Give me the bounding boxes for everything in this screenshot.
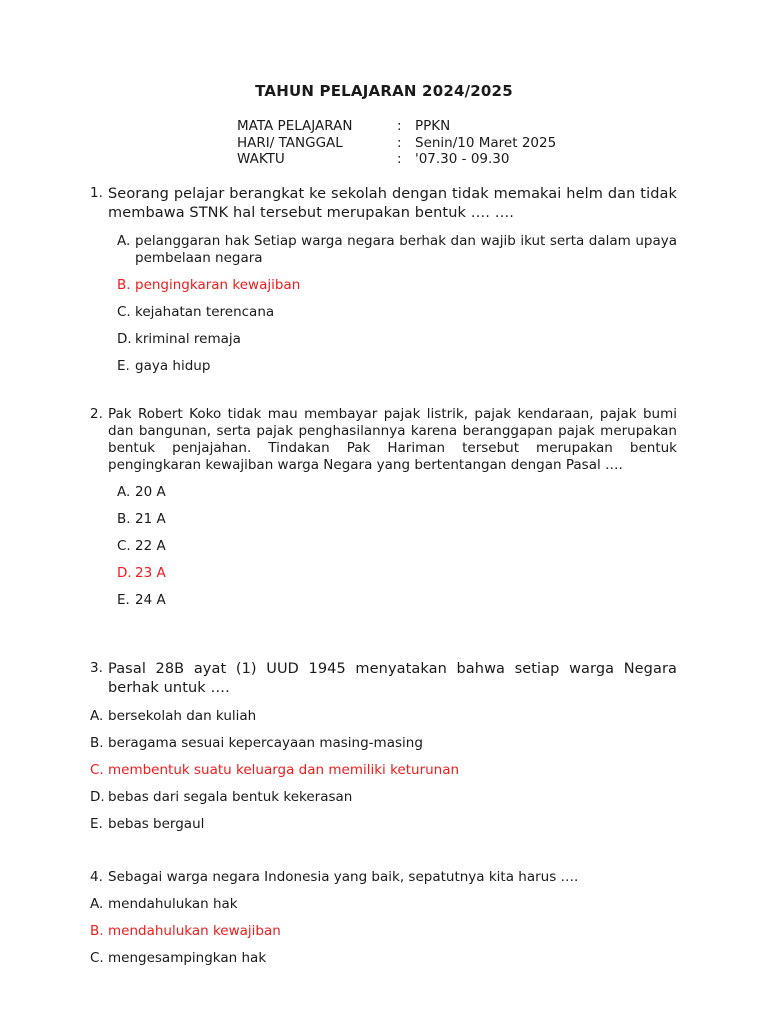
- option-c[interactable]: [117, 538, 677, 555]
- option-letter: C.: [90, 762, 104, 778]
- option-c[interactable]: [90, 762, 677, 779]
- info-colon: :: [397, 118, 402, 134]
- info-row-time: [237, 151, 556, 168]
- option-text: 21 A: [135, 511, 166, 527]
- option-b[interactable]: [90, 923, 677, 940]
- option-text: pelanggaran hak Setiap warga negara berhak dan wajib ikut serta dalam upaya pembelaan negara: [135, 233, 677, 266]
- option-b[interactable]: [117, 277, 677, 294]
- option-letter: E.: [90, 816, 103, 832]
- option-text: mendahulukan kewajiban: [108, 923, 281, 939]
- option-text: mendahulukan hak: [108, 896, 238, 912]
- option-list: [90, 896, 677, 967]
- option-letter: D.: [117, 331, 132, 347]
- question-3: [90, 660, 677, 843]
- option-letter: A.: [90, 896, 104, 912]
- option-a[interactable]: [117, 233, 677, 267]
- option-letter: B.: [117, 511, 131, 527]
- option-letter: C.: [90, 950, 104, 966]
- info-value: Senin/10 Maret 2025: [415, 134, 557, 151]
- info-colon: :: [397, 151, 402, 167]
- option-list: [90, 708, 677, 833]
- question-number: 4.: [90, 869, 103, 885]
- option-b[interactable]: [117, 511, 677, 528]
- question-number: 2.: [90, 406, 103, 422]
- question-text: Seorang pelajar berangkat ke sekolah dengan tidak memakai helm dan tidak membawa STNK hal tersebut merupakan bentuk …. ….: [108, 186, 677, 221]
- option-text: beragama sesuai kepercayaan masing-masing: [108, 735, 423, 751]
- option-letter: B.: [117, 277, 131, 293]
- option-b[interactable]: [90, 735, 677, 752]
- info-label: WAKTU: [237, 151, 285, 167]
- option-text: bebas bergaul: [108, 816, 205, 832]
- option-text: membentuk suatu keluarga dan memiliki keturunan: [108, 762, 460, 778]
- question-stem: [90, 406, 677, 474]
- question-4: [90, 869, 677, 977]
- option-d[interactable]: [117, 331, 677, 348]
- info-colon: :: [397, 134, 402, 151]
- info-value: PPKN: [415, 118, 451, 134]
- option-list: [117, 233, 677, 375]
- option-a[interactable]: [117, 484, 677, 501]
- option-letter: C.: [117, 538, 131, 554]
- option-letter: D.: [90, 789, 105, 805]
- question-stem: [90, 185, 677, 223]
- option-d[interactable]: [117, 565, 677, 582]
- info-label: MATA PELAJARAN: [237, 118, 353, 134]
- option-list: [117, 484, 677, 609]
- option-text: mengesampingkan hak: [108, 950, 267, 966]
- info-row-subject: [237, 118, 556, 135]
- option-e[interactable]: [117, 592, 677, 609]
- page-title: TAHUN PELAJARAN 2024/2025: [255, 82, 513, 100]
- option-text: 20 A: [135, 484, 166, 500]
- option-letter: A.: [90, 708, 104, 724]
- option-e[interactable]: [90, 816, 677, 833]
- question-1: [90, 185, 677, 385]
- question-stem: [90, 869, 677, 886]
- question-text: Pasal 28B ayat (1) UUD 1945 menyatakan bahwa setiap warga Negara berhak untuk ….: [108, 661, 677, 696]
- option-text: bebas dari segala bentuk kekerasan: [108, 789, 353, 805]
- option-text: bersekolah dan kuliah: [108, 708, 257, 724]
- question-text: Sebagai warga negara Indonesia yang baik, sepatutnya kita harus ….: [108, 869, 579, 885]
- info-row-date: [237, 135, 556, 152]
- info-label: HARI/ TANGGAL: [237, 134, 343, 151]
- option-a[interactable]: [90, 896, 677, 913]
- option-letter: D.: [117, 565, 132, 581]
- exam-info: [237, 118, 556, 168]
- option-text: 24 A: [135, 592, 166, 608]
- question-number: 3.: [90, 660, 103, 676]
- info-value: '07.30 - 09.30: [415, 151, 510, 167]
- question-number: 1.: [90, 185, 103, 201]
- option-letter: E.: [117, 358, 130, 374]
- option-letter: B.: [90, 735, 104, 751]
- option-letter: A.: [117, 484, 131, 500]
- option-letter: B.: [90, 923, 104, 939]
- option-text: gaya hidup: [135, 358, 211, 374]
- option-text: 23 A: [135, 565, 166, 581]
- option-d[interactable]: [90, 789, 677, 806]
- question-2: [90, 406, 677, 619]
- question-stem: [90, 660, 677, 698]
- option-text: kriminal remaja: [135, 331, 241, 347]
- option-c[interactable]: [90, 950, 677, 967]
- option-c[interactable]: [117, 304, 677, 321]
- option-letter: C.: [117, 304, 131, 320]
- question-text: Pak Robert Koko tidak mau membayar pajak listrik, pajak kendaraan, pajak bumi dan bangunan, serta pajak penghasilannya karena beranggapan pajak merupakan bentuk penjajahan. Tindakan Pak Hariman tersebut merupakan bentuk pengingkaran kewajiban warga Negara yang bertentangan dengan Pasal ….: [108, 406, 677, 473]
- option-text: 22 A: [135, 538, 166, 554]
- option-letter: E.: [117, 592, 130, 608]
- option-text: kejahatan terencana: [135, 304, 275, 320]
- option-e[interactable]: [117, 358, 677, 375]
- option-letter: A.: [117, 233, 131, 249]
- option-a[interactable]: [90, 708, 677, 725]
- option-text: pengingkaran kewajiban: [135, 277, 301, 293]
